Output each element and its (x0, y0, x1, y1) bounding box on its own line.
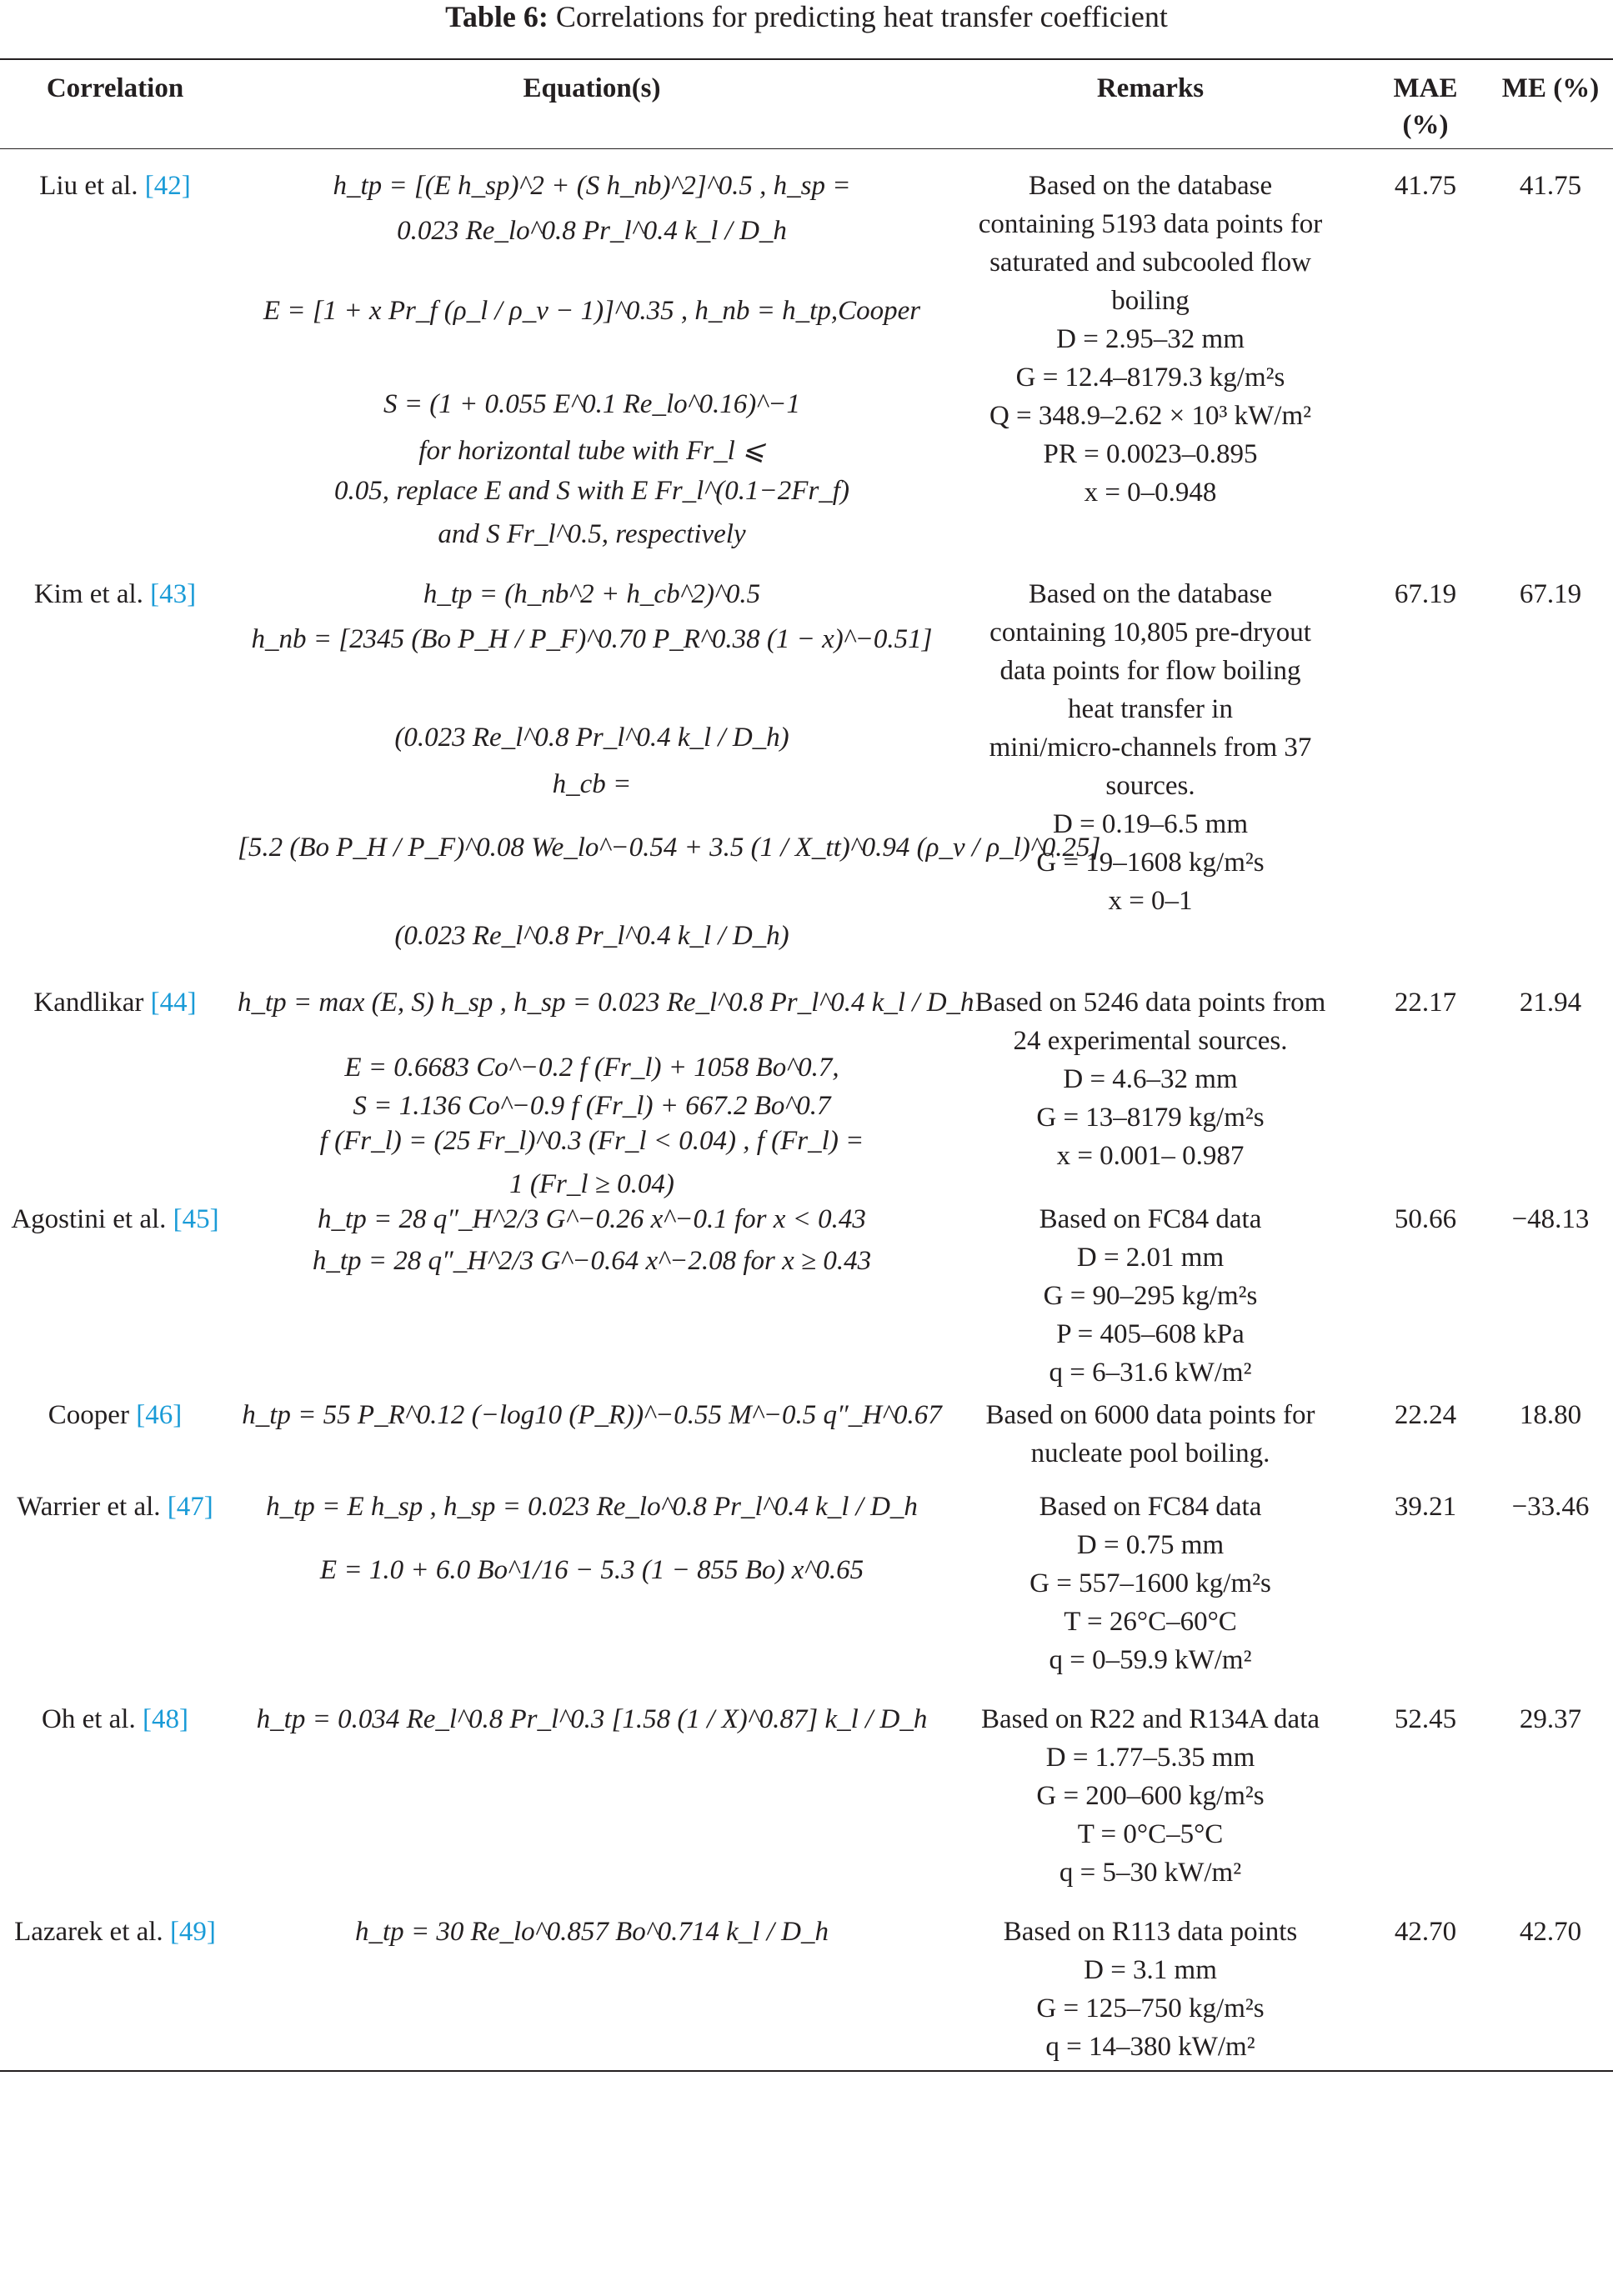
equation-line: 1 (Fr_l ≥ 0.04) (509, 1169, 674, 1199)
header-equations: Equation(s) (523, 73, 661, 103)
remark-line: q = 6–31.6 kW/m² (1049, 1358, 1252, 1388)
equation-line: (0.023 Re_l^0.8 Pr_l^0.4 k_l / D_h) (394, 921, 789, 951)
remark-line: mini/micro-channels from 37 (989, 733, 1312, 763)
remarks-cell (950, 1913, 1350, 2066)
remark-line: x = 0.001– 0.987 (1056, 1141, 1245, 1171)
reference-link[interactable]: [42] (144, 171, 191, 201)
equation-line: S = 1.136 Co^−0.9 f (Fr_l) + 667.2 Bo^0.7 (353, 1091, 831, 1121)
remark-line: D = 1.77–5.35 mm (1045, 1743, 1255, 1773)
equation-line: h_cb = (552, 769, 632, 799)
remark-line: Based on R22 and R134A data (980, 1704, 1320, 1734)
remark-line: T = 26°C–60°C (1064, 1607, 1237, 1637)
equation-line: E = 0.6683 Co^−0.2 f (Fr_l) + 1058 Bo^0.7, (344, 1053, 839, 1083)
reference-link[interactable]: [46] (136, 1400, 183, 1430)
equation-line: (0.023 Re_l^0.8 Pr_l^0.4 k_l / D_h) (394, 723, 789, 753)
correlation-cell (7, 1200, 223, 1238)
remark-line: D = 2.01 mm (1076, 1243, 1225, 1273)
correlation-name: Lazarek et al. (14, 1917, 170, 1947)
correlation-name: Cooper (48, 1400, 137, 1430)
me-value: −48.13 (1511, 1204, 1590, 1234)
remark-line: G = 90–295 kg/m²s (1043, 1281, 1258, 1311)
remark-line: q = 0–59.9 kW/m² (1049, 1645, 1252, 1675)
remark-line: D = 2.95–32 mm (1056, 324, 1245, 354)
remark-line: G = 125–750 kg/m²s (1036, 1993, 1265, 2023)
remark-line: q = 5–30 kW/m² (1059, 1858, 1242, 1888)
remark-line: nucleate pool boiling. (1030, 1438, 1270, 1468)
remarks-cell (950, 575, 1350, 920)
header-me: ME (%) (1501, 73, 1600, 103)
equation-line: E = 1.0 + 6.0 Bo^1/16 − 5.3 (1 − 855 Bo) x^0.65 (319, 1555, 864, 1585)
table-caption (0, 0, 1613, 43)
remark-line: x = 0–1 (1108, 886, 1193, 916)
equation-line: f (Fr_l) = (25 Fr_l)^0.3 (Fr_l < 0.04) , f (Fr_l) = (319, 1126, 864, 1156)
correlation-cell (7, 575, 223, 613)
equations-cell (238, 167, 946, 550)
remark-line: Based on the database (1028, 579, 1273, 609)
reference-link[interactable]: [45] (173, 1204, 219, 1234)
remark-line: D = 3.1 mm (1084, 1955, 1217, 1985)
remark-line: Q = 348.9–2.62 × 10³ kW/m² (989, 401, 1312, 431)
equation-line: 0.05, replace E and S with E Fr_l^(0.1−2Fr_f) (334, 476, 849, 506)
remark-line: q = 14–380 kW/m² (1045, 2032, 1255, 2062)
correlation-cell (7, 1700, 223, 1738)
remark-line: x = 0–0.948 (1084, 478, 1217, 508)
remark-line: D = 0.19–6.5 mm (1052, 809, 1249, 839)
remark-line: D = 4.6–32 mm (1063, 1064, 1238, 1094)
remark-line: boiling (1111, 286, 1190, 316)
remark-line: G = 12.4–8179.3 kg/m²s (1015, 363, 1285, 393)
remarks-cell (950, 167, 1350, 512)
equation-line: 0.023 Re_lo^0.8 Pr_l^0.4 k_l / D_h (397, 216, 787, 246)
remark-line: G = 19–1608 kg/m²s (1036, 848, 1265, 878)
remarks-cell (950, 983, 1350, 1175)
correlation-name: Liu et al. (39, 171, 145, 201)
remark-line: PR = 0.0023–0.895 (1043, 439, 1258, 469)
remark-line: Based on FC84 data (1039, 1492, 1262, 1522)
equation-line: for horizontal tube with Fr_l ⩽ (418, 436, 765, 466)
me-value: 21.94 (1519, 988, 1582, 1018)
mae-value: 42.70 (1394, 1917, 1457, 1947)
remark-line: containing 5193 data points for (978, 209, 1323, 239)
header-correlation: Correlation (46, 73, 184, 103)
equation-line: h_tp = 0.034 Re_l^0.8 Pr_l^0.3 [1.58 (1 / X)^0.87] k_l / D_h (256, 1704, 928, 1734)
remarks-cell (950, 1700, 1350, 1892)
remarks-cell (950, 1200, 1350, 1392)
reference-link[interactable]: [47] (167, 1492, 213, 1522)
remark-line: P = 405–608 kPa (1056, 1319, 1245, 1349)
reference-link[interactable]: [48] (142, 1704, 188, 1734)
equation-line: h_tp = 55 P_R^0.12 (−log10 (P_R))^−0.55 M^−0.5 q″_H^0.67 (242, 1400, 942, 1430)
remark-line: Based on 5246 data points from (974, 988, 1326, 1018)
mae-value: 39.21 (1394, 1492, 1457, 1522)
me-value: 29.37 (1519, 1704, 1582, 1734)
correlation-cell (7, 167, 223, 205)
equation-line: E = [1 + x Pr_f (ρ_l / ρ_v − 1)]^0.35 , h_nb = h_tp,Cooper (263, 296, 921, 326)
remark-line: saturated and subcooled flow (989, 248, 1311, 278)
remark-line: D = 0.75 mm (1076, 1530, 1225, 1560)
reference-link[interactable]: [43] (150, 579, 197, 609)
header-mae: MAE (%) (1393, 73, 1458, 140)
mae-value: 52.45 (1394, 1704, 1457, 1734)
mae-value: 50.66 (1394, 1204, 1457, 1234)
me-value: −33.46 (1511, 1492, 1590, 1522)
mae-value: 41.75 (1394, 171, 1457, 201)
equation-line: h_tp = (h_nb^2 + h_cb^2)^0.5 (423, 579, 761, 609)
equations-cell (238, 575, 1101, 958)
equation-line: h_tp = [(E h_sp)^2 + (S h_nb)^2]^0.5 , h_sp = (333, 171, 851, 201)
remark-line: T = 0°C–5°C (1077, 1819, 1224, 1849)
remark-line: Based on R113 data points (1003, 1917, 1298, 1947)
equation-line: h_tp = 30 Re_lo^0.857 Bo^0.714 k_l / D_h (355, 1917, 829, 1947)
correlation-name: Warrier et al. (17, 1492, 168, 1522)
header-remarks: Remarks (1096, 73, 1205, 103)
correlation-cell (7, 1913, 223, 1951)
remark-line: sources. (1105, 771, 1195, 801)
bottom-rule (0, 2070, 1613, 2072)
remark-line: G = 200–600 kg/m²s (1036, 1781, 1265, 1811)
reference-link[interactable]: [44] (150, 988, 197, 1018)
me-value: 67.19 (1519, 579, 1582, 609)
remark-line: 24 experimental sources. (1013, 1026, 1288, 1056)
equation-line: S = (1 + 0.055 E^0.1 Re_lo^0.16)^−1 (383, 389, 800, 419)
equation-line: h_tp = E h_sp , h_sp = 0.023 Re_lo^0.8 Pr_l^0.4 k_l / D_h (266, 1492, 918, 1522)
remarks-cell (950, 1396, 1350, 1473)
mae-value: 22.24 (1394, 1400, 1457, 1430)
me-value: 42.70 (1519, 1917, 1582, 1947)
correlation-name: Kandlikar (33, 988, 151, 1018)
equation-line: h_tp = 28 q″_H^2/3 G^−0.64 x^−2.08 for x ≥ 0.43 (312, 1246, 872, 1276)
correlation-name: Agostini et al. (11, 1204, 173, 1234)
remark-line: G = 13–8179 kg/m²s (1036, 1103, 1265, 1133)
remark-line: G = 557–1600 kg/m²s (1029, 1568, 1271, 1598)
me-value: 41.75 (1519, 171, 1582, 201)
equation-line: h_tp = 28 q″_H^2/3 G^−0.26 x^−0.1 for x < 0.43 (318, 1204, 866, 1234)
correlation-name: Oh et al. (42, 1704, 143, 1734)
header-rule (0, 148, 1613, 149)
top-rule (0, 58, 1613, 60)
mae-value: 22.17 (1394, 988, 1457, 1018)
remark-line: data points for flow boiling (999, 656, 1301, 686)
mae-value: 67.19 (1394, 579, 1457, 609)
remark-line: Based on 6000 data points for (985, 1400, 1315, 1430)
remark-line: heat transfer in (1068, 694, 1233, 724)
reference-link[interactable]: [49] (169, 1917, 216, 1947)
correlation-cell (7, 1396, 223, 1434)
equation-line: [5.2 (Bo P_H / P_F)^0.08 We_lo^−0.54 + 3.5 (1 / X_tt)^0.94 (ρ_v / ρ_l)^0.25] (238, 833, 1101, 863)
table-label: Table 6: (445, 0, 549, 33)
table-title: Correlations for predicting heat transfer coefficient (555, 0, 1168, 33)
me-value: 18.80 (1519, 1400, 1582, 1430)
correlation-cell (7, 983, 223, 1022)
equation-line: h_tp = max (E, S) h_sp , h_sp = 0.023 Re_l^0.8 Pr_l^0.4 k_l / D_h (238, 988, 974, 1018)
remark-line: containing 10,805 pre-dryout (989, 618, 1311, 648)
correlation-cell (7, 1488, 223, 1526)
remark-line: Based on FC84 data (1039, 1204, 1262, 1234)
equation-line: h_nb = [2345 (Bo P_H / P_F)^0.70 P_R^0.38 (1 − x)^−0.51] (251, 624, 933, 654)
remarks-cell (950, 1488, 1350, 1679)
equation-line: and S Fr_l^0.5, respectively (438, 519, 746, 549)
equations-cell (238, 1913, 946, 2296)
correlation-name: Kim et al. (33, 579, 151, 609)
remark-line: Based on the database (1028, 171, 1273, 201)
